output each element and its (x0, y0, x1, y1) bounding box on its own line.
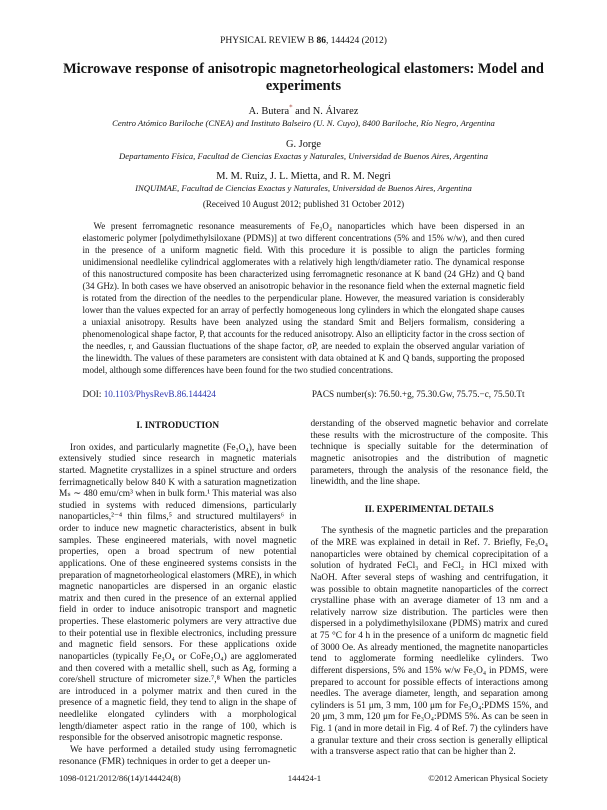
left-column (59, 419, 297, 768)
doi-line (83, 389, 216, 399)
footer-page-number: 144424-1 (287, 773, 322, 783)
journal-name: PHYSICAL REVIEW B (220, 36, 317, 46)
author-name: A. Butera (248, 106, 290, 117)
experimental-paragraph-1: The synthesis of the magnetic particles and the preparation of the MRE was explained in detail in Ref. 7. Briefly, Fe₃O₄ nanoparticles were obtained by chemical coprecipitation of a solution of hydrated FeCl₃ and FeCl₂ in HCl mixed with NaOH. After several steps of washing and centrifugation, it was possible to obtain magnetite nanoparticles of the correct crystalline phase with an average diameter of 13 nm and a relatively narrow size distribution. The particles were then dispersed in a polydimethylsiloxane (PDMS) matrix and cured at 75 °C for 4 h in the presence of a uniform dc magnetic field of 3000 Oe. As already mentioned, the magnetite nanoparticles tend to agglomerate forming needlelike cylinders. Two different dispersions, 5% and 15% w/w Fe₃O₄ in PDMS, were prepared to account for possible effects of interactions among needles. The average diameter, length, and separation among cylinders is 51 μm, 3 mm, 100 μm for Fe₃O₄:PDMS 15%, and 20 μm, 3 mm, 120 μm for Fe₃O₄:PDMS 5%. As can be seen in Fig. 1 (and in more detail in Fig. 4 of Ref. 7) the cylinders have a granular texture and their cross section is generally elliptical with a transverse aspect ratio that can be higher than 2. (310, 526, 548, 758)
author-group-1 (59, 103, 548, 129)
two-column-body (59, 419, 548, 768)
section-heading-experimental: II. EXPERIMENTAL DETAILS (364, 504, 494, 515)
author-group-2 (59, 139, 548, 162)
page-footer (59, 773, 548, 783)
footer-copyright: ©2012 American Physical Society (428, 773, 548, 783)
author-names (59, 103, 548, 117)
journal-volume: 86 (316, 36, 326, 46)
pacs-numbers: PACS number(s): 76.50.+g, 75.30.Gw, 75.75.−c, 75.50.Tt (311, 389, 525, 400)
author-names: G. Jorge (285, 138, 322, 150)
affiliation: INQUIMAE, Facultad de Ciencias Exactas y Naturales, Universidad de Buenos Aires, Argentina (135, 183, 472, 193)
intro-paragraph-continuation: derstanding of the observed magnetic behavior and correlate these results with the microstructure of the composite. This technique is specially suitable for the determination of magnetic anisotropies and the distribution of magnetic parameters, through the analysis of the resonance field, the linewidth, and the line shape. (310, 419, 548, 488)
author-names: M. M. Ruiz, J. L. Mietta, and R. M. Negri (216, 171, 391, 182)
author-group-3 (59, 171, 548, 194)
right-column (311, 419, 549, 768)
intro-paragraph-2: We have performed a detailed study using ferromagnetic resonance (FMR) techniques in order to get a deeper un- (59, 744, 297, 767)
page-title: Microwave response of anisotropic magnetorheological elastomers: Model and experiments (63, 61, 544, 94)
doi-link[interactable]: 10.1103/PhysRevB.86.144424 (103, 389, 216, 400)
doi-pacs-row (83, 389, 525, 399)
footnote-marker-link[interactable]: * (289, 103, 293, 112)
received-line: (Received 10 August 2012; published 31 October 2012) (202, 198, 405, 209)
affiliation: Departamento Física, Facultad de Ciencias Exactas y Naturales, Universidad de Buenos Aires, Argentina (119, 150, 488, 161)
doi-label: DOI: (82, 389, 104, 400)
journal-header (59, 36, 548, 46)
author-name: and N. Álvarez (292, 106, 359, 117)
intro-paragraph-1: Iron oxides, and particularly magnetite (Fe₃O₄), have been extensively studied since research in magnetic materials started. Magnetite crystallizes in a spinel structure and orders ferrimagnetically below 840 K with a saturation magnetization Mₛ ∼ 480 emu/cm³ when in bulk form.¹ This material was also studied in systems with reduced dimensions, particularly nanoparticles,²⁻⁴ thin films,⁵ and structured multilayers⁶ in order to induce new magnetic characteristics, absent in bulk samples. These engineered materials, with novel magnetic properties, open a broad spectrum of new potential applications. One of these engineered systems consists in the preparation of magnetorheological elastomers (MRE), in which magnetic nanoparticles are dispersed in an organic elastic matrix and then cured in the presence of an external applied field in order to induce anisotropic transport and magnetic properties. These elastomeric polymers are very attractive due to their potential use in flexible electronics, including pressure and magnetic field sensors. For these applications oxide nanoparticles (typically Fe₃O₄ or CoFe₂O₄) are agglomerated and then covered with a metallic shell, such as Ag, forming a core/shell structure of micrometer size.⁷,⁸ When the particles are introduced in a polymer matrix and then cured in the presence of a magnetic field, they tend to align in the shape of needlelike elongated cylinders with a morphological length/diameter aspect ratio in the range of 100, which is responsible for the observed anisotropic magnetic response. (59, 442, 297, 744)
affiliation: Centro Atómico Bariloche (CNEA) and Instituto Balseiro (U. N. Cuyo), 8400 Bariloche, Río Negro, Argentina (112, 118, 495, 128)
journal-issue-info: , 144424 (2012) (325, 36, 387, 46)
footer-issn-code: 1098-0121/2012/86(14)/144424(8) (59, 773, 181, 783)
abstract: We present ferromagnetic resonance measurements of Fe₃O₄ nanoparticles which have been dispersed in an elastomeric polymer [polydimethylsiloxane (PDMS)] at two different concentrations (5% and 15% w/w), and then cured in the presence of a uniform magnetic field. With this procedure it is possible to align the particles forming unidimensional needlelike cylindrical agglomerates with a relatively high length/diameter ratio. The dynamical response of this nanostructured composite has been characterized using ferromagnetic resonance at K band (24 GHz) and Q band (34 GHz). In both cases we have observed an anisotropic behavior in the resonance field when the external magnetic field is rotated from the direction of the needles to the perpendicular plane. However, the measured variation is considerably lower than the values expected for an array of perfectly homogeneous long cylinders in which the elongated shape causes a uniaxial anisotropy. Results have been analyzed using the standard Smit and Beljers formalism, considering a phenomenological shape factor, P, that accounts for the reduced anisotropy. Also an ellipticity factor in the cross section of the needles, r, and Gaussian fluctuations of the shape factor, σP, are needed to explain the observed angular variation of the linewidth. The values of these parameters are consistent with data obtained at K and Q bands, supporting the proposed model, although some differences have been found for the two studied concentrations. (82, 220, 525, 376)
section-heading-introduction: I. INTRODUCTION (136, 421, 220, 432)
